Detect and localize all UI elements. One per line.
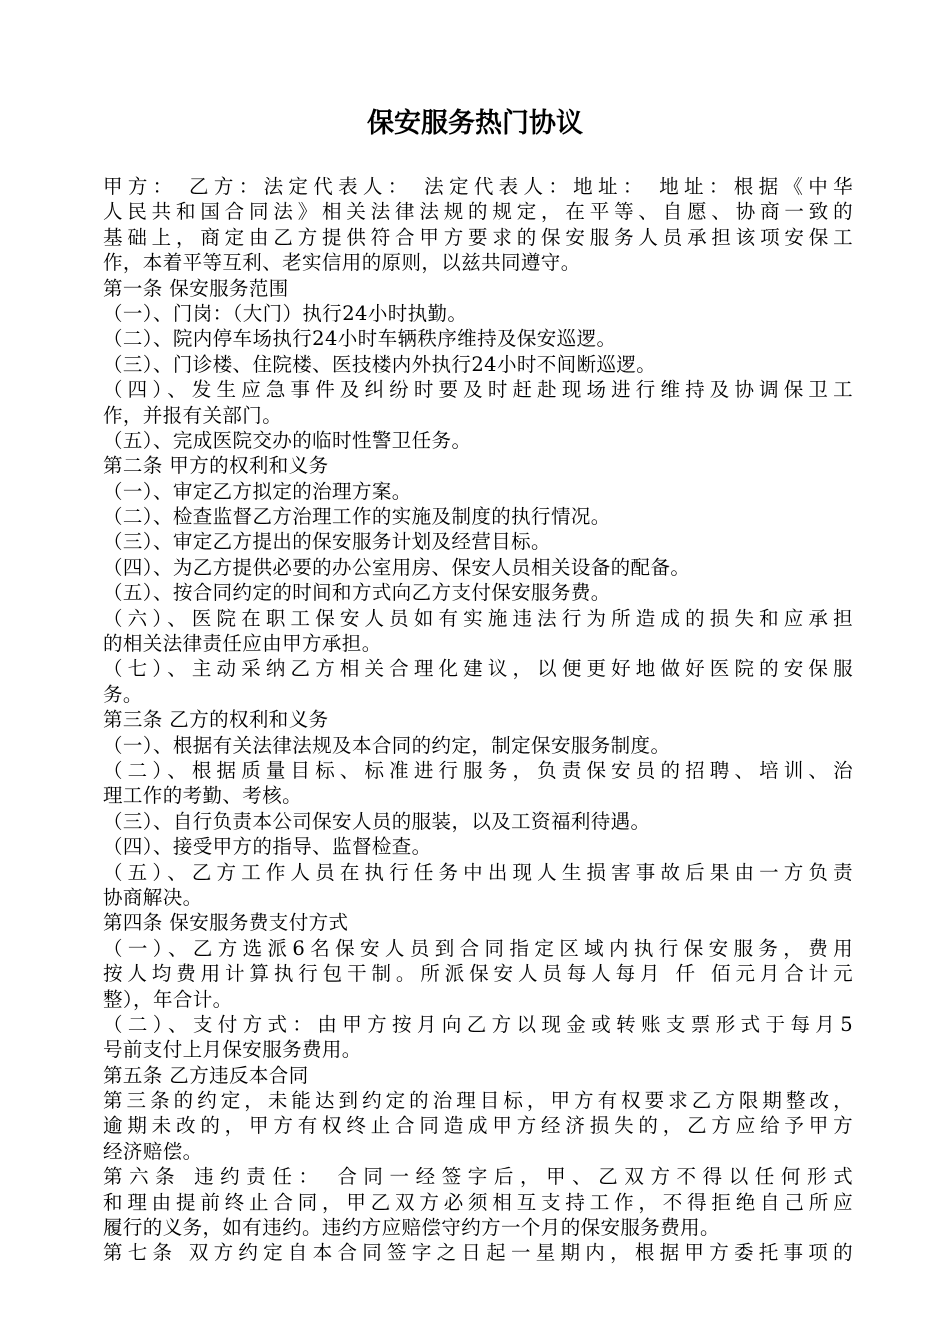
body-line: 整），年合计。 [103, 987, 233, 1011]
body-line: 作，并报有关部门。 [103, 403, 283, 427]
body-line: （四）、发生应急事件及纠纷时要及时赶赴现场进行维持及协调保卫工 [103, 378, 853, 402]
body-line: 和理由提前终止合同，甲乙双方必须相互支持工作，不得拒绝自己所应 [103, 1190, 853, 1214]
body-line: （五）、按合同约定的时间和方式向乙方支付保安服务费。 [103, 581, 611, 605]
body-line: （五）、乙方工作人员在执行任务中出现人生损害事故后果由一方负责 [103, 860, 853, 884]
body-line: （四）、为乙方提供必要的办公室用房、保安人员相关设备的配备。 [103, 555, 691, 579]
body-line: 第七条 双方约定自本合同签字之日起一星期内，根据甲方委托事项的 [103, 1241, 853, 1265]
body-line: 人民共和国合同法》相关法律法规的规定，在平等、自愿、协商一致的 [103, 200, 853, 224]
body-line: 甲方： 乙方：法定代表人： 法定代表人：地址： 地址：根据《中华 [103, 175, 853, 198]
body-line: （七）、主动采纳乙方相关合理化建议，以便更好地做好医院的安保服 [103, 657, 853, 681]
body-line: （五）、完成医院交办的临时性警卫任务。 [103, 428, 472, 452]
body-line: （三）、自行负责本公司保安人员的服装，以及工资福利待遇。 [103, 809, 651, 833]
body-line: 协商解决。 [103, 885, 203, 909]
body-line: 履行的义务，如有违约。违约方应赔偿守约方一个月的保安服务费用。 [103, 1216, 720, 1240]
body-line: （一）、根据有关法律法规及本合同的约定，制定保安服务制度。 [103, 733, 671, 757]
body-line: （三）、门诊楼、住院楼、医技楼内外执行24小时不间断巡逻。 [103, 352, 657, 376]
body-line: （六）、医院在职工保安人员如有实施违法行为所造成的损失和应承担 [103, 606, 853, 630]
body-line: 务。 [103, 682, 143, 706]
body-line: （一）、门岗：（大门）执行24小时执勤。 [103, 301, 468, 325]
body-line: 第三条 乙方的权利和义务 [103, 708, 329, 732]
body-line: 基础上，商定由乙方提供符合甲方要求的保安服务人员承担该项安保工 [103, 225, 853, 249]
document-body [103, 174, 853, 1266]
body-line: （三）、审定乙方提出的保安服务计划及经营目标。 [103, 530, 551, 554]
body-line: 第五条 乙方违反本合同 [103, 1063, 309, 1087]
body-line: （二）、检查监督乙方治理工作的实施及制度的执行情况。 [103, 505, 611, 529]
body-line: 第四条 保安服务费支付方式 [103, 911, 349, 935]
body-line: （二）、院内停车场执行24小时车辆秩序维持及保安巡逻。 [103, 327, 617, 351]
body-line: 第二条 甲方的权利和义务 [103, 454, 329, 478]
body-line: 按人均费用计算执行包干制。所派保安人员每人每月 仟 佰元月合计元 [103, 962, 853, 986]
body-line: （四）、接受甲方的指导、监督检查。 [103, 835, 432, 859]
body-line: （一）、乙方选派6名保安人员到合同指定区域内执行保安服务，费用 [103, 936, 853, 960]
body-line: （一）、审定乙方拟定的治理方案。 [103, 479, 412, 503]
body-line: 号前支付上月保安服务费用。 [103, 1038, 362, 1062]
body-line: 第六条 违约责任： 合同一经签字后，甲、乙双方不得以任何形式 [103, 1165, 853, 1189]
document-title: 保安服务热门协议 [367, 108, 583, 139]
body-line: 经济赔偿。 [103, 1139, 203, 1163]
body-line: 作，本着平等互利、老实信用的原则，以兹共同遵守。 [103, 251, 581, 275]
body-line: （二）、支付方式：由甲方按月向乙方以现金或转账支票形式于每月5 [103, 1012, 853, 1036]
body-line: （二）、根据质量目标、标准进行服务，负责保安员的招聘、培训、治 [103, 758, 853, 782]
body-line: 第三条的约定，未能达到约定的治理目标，甲方有权要求乙方限期整改， [103, 1089, 853, 1113]
body-line: 第一条 保安服务范围 [103, 276, 289, 300]
body-line: 的相关法律责任应由甲方承担。 [103, 632, 382, 656]
body-line: 逾期未改的，甲方有权终止合同造成甲方经济损失的，乙方应给予甲方 [103, 1114, 853, 1138]
body-line: 理工作的考勤、考核。 [103, 784, 303, 808]
